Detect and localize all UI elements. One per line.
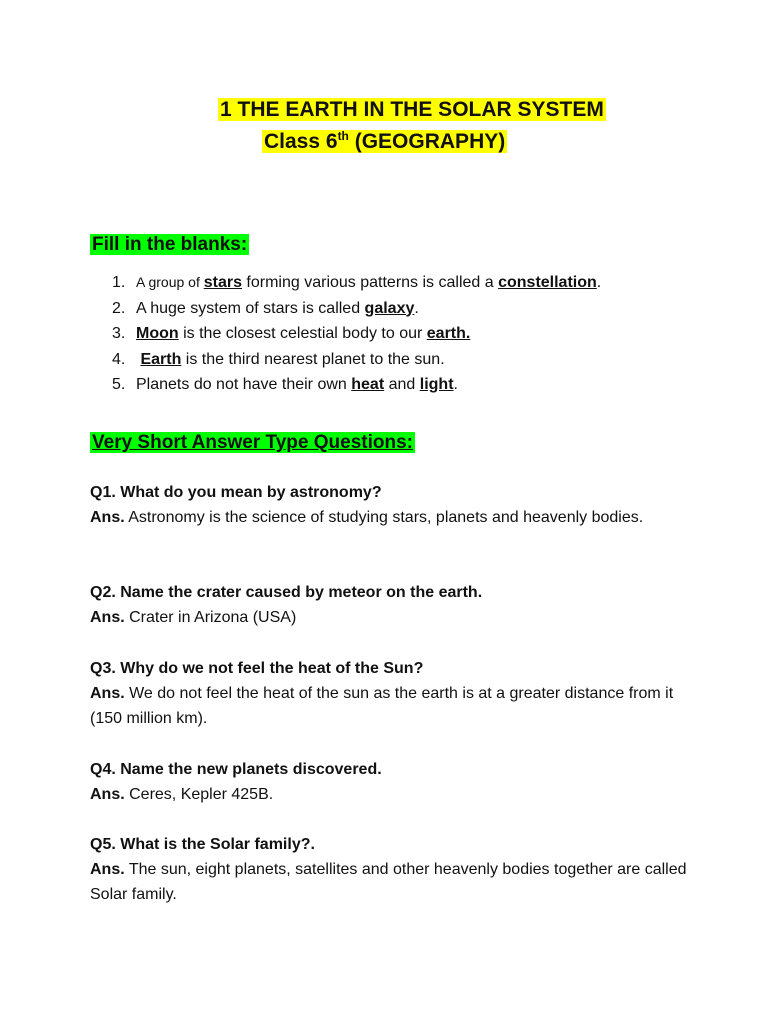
question-block-3 <box>90 656 690 731</box>
list-item <box>92 372 732 398</box>
class-label: Class 6 <box>264 130 338 153</box>
item-number: 5. <box>112 376 126 393</box>
answer-text: We do not feel the heat of the sun as the earth is at a greater distance from it (150 million km). <box>90 685 674 727</box>
item-text: . <box>453 376 458 393</box>
class-subtitle <box>262 128 507 155</box>
list-item <box>92 270 732 296</box>
question-text: Q2. Name the crater caused by meteor on the earth. <box>90 584 483 601</box>
item-text: Planets do not have their own <box>136 376 352 393</box>
list-item <box>92 321 732 347</box>
question-text: Q4. Name the new planets discovered. <box>90 761 382 778</box>
item-number: 2. <box>112 299 126 317</box>
answer-label: Ans. <box>90 786 125 803</box>
question-text: Q3. Why do we not feel the heat of the Sun? <box>90 660 424 677</box>
answer-word: Earth <box>140 350 182 368</box>
item-text: and <box>384 376 420 393</box>
very-short-heading <box>90 431 415 455</box>
class-superscript: th <box>337 129 349 143</box>
item-number: 4. <box>112 350 126 368</box>
answer-label: Ans. <box>90 509 125 526</box>
question-block-2 <box>90 580 690 630</box>
class-subtitle-text <box>262 130 507 153</box>
answer-label: Ans. <box>90 861 125 878</box>
question-block-4 <box>90 757 690 807</box>
list-item <box>92 296 732 322</box>
item-number: 1. <box>112 274 126 291</box>
answer-text: The sun, eight planets, satellites and other heavenly bodies together are called Solar family. <box>90 861 687 903</box>
item-text: forming various patterns is called a <box>241 274 499 291</box>
question-block-5 <box>90 832 690 907</box>
item-text: is the closest celestial body to our <box>178 325 427 342</box>
answer-word: earth. <box>426 325 471 342</box>
fill-blanks-list <box>92 270 732 398</box>
fill-blanks-heading <box>90 233 249 257</box>
answer-word: constellation <box>498 274 597 291</box>
answer-word: Moon <box>136 325 179 342</box>
fill-blanks-heading-text: Fill in the blanks: <box>92 234 248 255</box>
answer-word: light <box>419 376 454 393</box>
item-text: A huge system of stars is called <box>136 299 365 317</box>
item-text: A group of <box>136 274 204 290</box>
subject-label: (GEOGRAPHY) <box>348 130 506 153</box>
answer-word: galaxy <box>364 299 415 317</box>
item-text: . <box>414 299 419 317</box>
question-text: Q5. What is the Solar family?. <box>90 836 315 853</box>
answer-label: Ans. <box>90 609 125 626</box>
answer-text: Astronomy is the science of studying stars, planets and heavenly bodies. <box>124 509 644 526</box>
answer-word: heat <box>351 376 385 393</box>
item-text: . <box>596 274 602 291</box>
answer-label: Ans. <box>90 685 125 702</box>
chapter-title-text: 1 THE EARTH IN THE SOLAR SYSTEM <box>220 98 604 121</box>
question-text: Q1. What do you mean by astronomy? <box>90 484 382 501</box>
list-item <box>92 347 732 373</box>
question-block-1 <box>90 480 690 530</box>
answer-text: Crater in Arizona (USA) <box>124 609 297 626</box>
answer-word: stars <box>203 274 242 291</box>
item-text: is the third nearest planet to the sun. <box>181 350 445 368</box>
item-number: 3. <box>112 325 126 342</box>
answer-text: Ceres, Kepler 425B. <box>124 786 274 803</box>
very-short-heading-text: Very Short Answer Type Questions: <box>92 432 413 453</box>
chapter-title <box>218 96 606 123</box>
